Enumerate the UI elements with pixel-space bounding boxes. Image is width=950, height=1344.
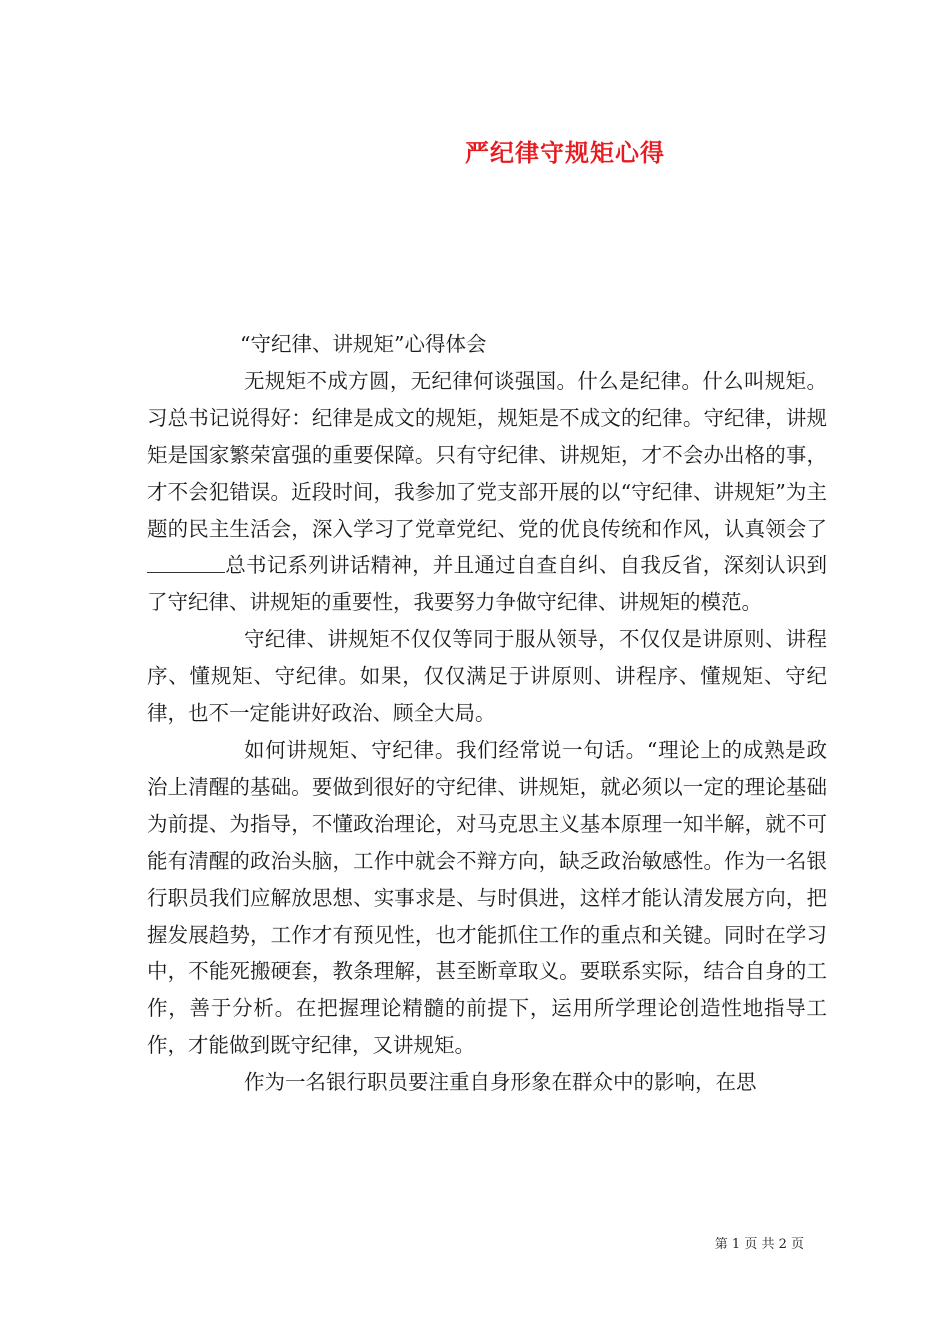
paragraph-2: 守纪律、讲规矩不仅仅等同于服从领导，不仅仅是讲原则、讲程序、懂规矩、守纪律。如果，仅仅满足于讲原则、讲程序、懂规矩、守纪律，也不一定能讲好政治、顾全大局。 <box>147 627 827 726</box>
page-footer: 第 1 页 共 2 页 <box>714 1237 804 1252</box>
paragraph-3: 如何讲规矩、守纪律。我们经常说一句话。“理论上的成熟是政治上清醒的基础。要做到很好的守纪律、讲规矩，就必须以一定的理论基础为前提、为指导，不懂政治理论，对马克思主义基本原理一知半解，就不可能有清醒的政治头脑，工作中就会不辩方向，缺乏政治敏感性。作为一名银行职员我们应解放思想、实事求是、与时俱进，这样才能认清发展方向，把握发展趋势，工作才有预见性，也才能抓住工作的重点和关键。同时在学习中，不能死搬硬套，教条理解，甚至断章取义。要联系实际，结合自身的工作，善于分析。在把握理论精髓的前提下，运用所学理论创造性地指导工作，才能做到既守纪律，又讲规矩。 <box>147 737 827 1058</box>
document-subtitle: “守纪律、讲规矩”心得体会 <box>240 332 487 356</box>
paragraph-1-text-a: 无规矩不成方圆，无纪律何谈强国。什么是纪律。什么叫规矩。习总书记说得好：纪律是成文的规矩，规矩是不成文的纪律。守纪律，讲规矩是国家繁荣富强的重要保障。只有守纪律、讲规矩，才不会办出格的事，才不会犯错误。近段时间，我参加了党支部开展的以“守纪律、讲规矩”为主题的民主生活会，深入学习了党章党纪、党的优良传统和作风，认真领会了 <box>147 368 827 541</box>
paragraph-1-text-b: 总书记系列讲话精神，并且通过自查自纠、自我反省，深刻认识到了守纪律、讲规矩的重要性，我要努力争做守纪律、讲规矩的模范。 <box>147 553 827 615</box>
fill-in-blank <box>147 554 225 573</box>
document-body <box>147 326 827 1101</box>
paragraph-1 <box>147 363 827 621</box>
document-title: 严纪律守规矩心得 <box>465 138 665 167</box>
paragraph-4: 作为一名银行职员要注重自身形象在群众中的影响，在思 <box>244 1070 757 1095</box>
